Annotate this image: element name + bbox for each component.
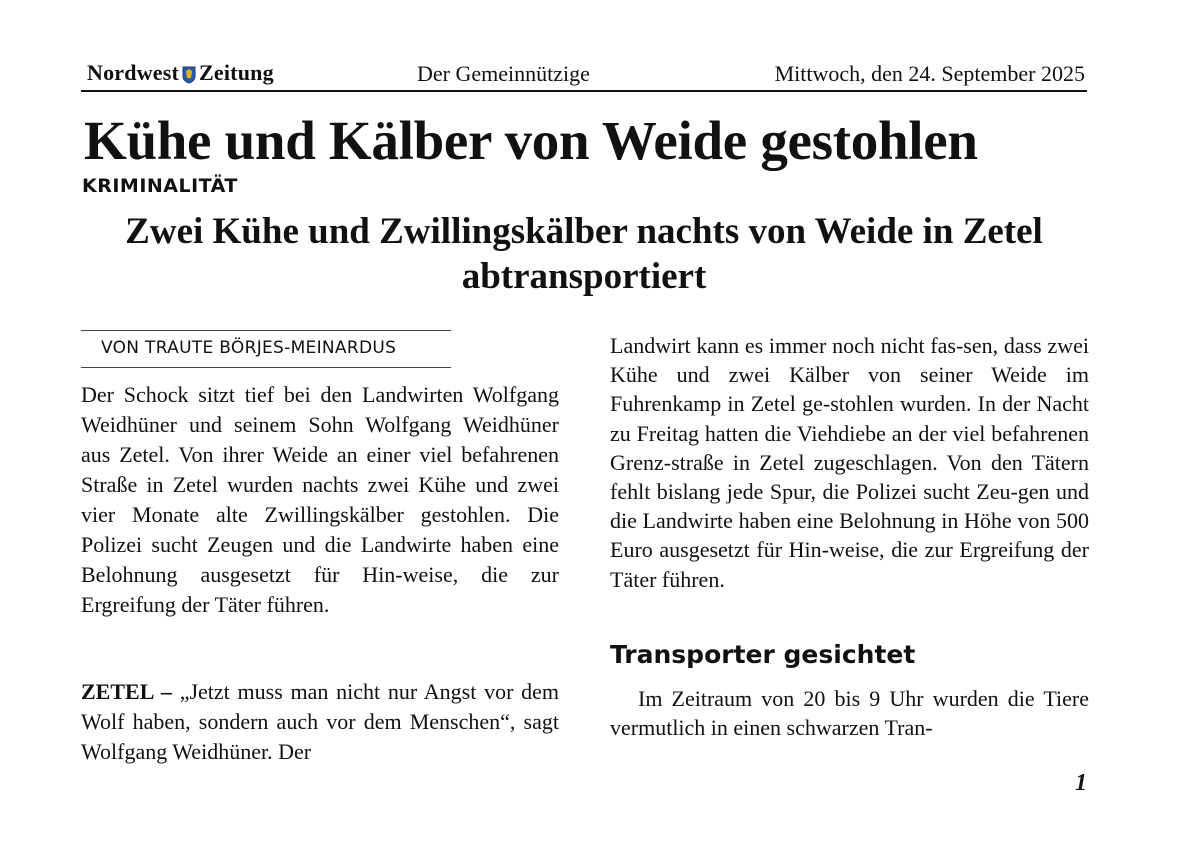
article-subheadline: Zwei Kühe und Zwillingskälber nachts von Weide in Zetel abtransportiert — [125, 211, 1043, 297]
article-body-right-continued — [610, 684, 1089, 742]
body-paragraph-left — [81, 677, 559, 767]
byline-text: VON TRAUTE BÖRJES-MEINARDUS — [101, 338, 397, 358]
brand-name-right: Zeitung — [199, 60, 274, 85]
newspaper-logo — [87, 60, 274, 86]
body-paragraph-right: Landwirt kann es immer noch nicht fas-sen, dass zwei Kühe und zwei Kälber von seiner Weide im Fuhrenkamp in Zetel ge-stohlen wurden. In der Nacht zu Freitag hatten die Viehdiebe an der viel befahrenen Grenz-straße in Zetel zugeschlagen. Von den Tätern fehlt bislang jede Spur, die Polizei sucht Zeu-gen und die Landwirte haben eine Belohnung in Höhe von 500 Euro ausgesetzt für Hin-weise, die zur Ergreifung der Täter führen. — [610, 333, 1089, 592]
page-number: 1 — [1075, 770, 1087, 796]
section-heading: Transporter gesichtet — [610, 640, 916, 669]
article-rubric: KRIMINALITÄT — [82, 175, 238, 197]
body-left-text: „Jetzt muss man nicht nur Angst vor dem Wolf haben, sondern auch vor dem Menschen“, sagt Wolfgang Weidhüner. Der — [81, 679, 560, 764]
brand-name-left: Nordwest — [87, 60, 180, 85]
crest-icon — [182, 64, 196, 82]
article-body-left — [81, 677, 559, 767]
article-lead — [81, 380, 559, 620]
masthead — [81, 60, 1087, 92]
byline — [81, 330, 451, 368]
body-paragraph-right-2: Im Zeitraum von 20 bis 9 Uhr wurden die Tiere vermutlich in einen schwarzen Tran- — [610, 686, 1089, 741]
section-name: Der Gemeinnützige — [417, 61, 590, 86]
lead-paragraph: Der Schock sitzt tief bei den Landwirten Wolfgang Weidhüner und seinem Sohn Wolfgang Weidhüner aus Zetel. Von ihrer Weide an einer viel befahrenen Straße in Zetel wurden nachts zwei Kühe und zwei vier Monate alte Zwillingskälber gestohlen. Die Polizei sucht Zeugen und die Landwirte haben eine Belohnung ausgesetzt für Hin-weise, die zur Ergreifung der Täter führen. — [81, 382, 559, 617]
issue-date: Mittwoch, den 24. September 2025 — [774, 61, 1085, 86]
article-body-right — [610, 331, 1089, 594]
dateline: ZETEL – — [81, 679, 172, 704]
article-headline: Kühe und Kälber von Weide gestohlen — [84, 110, 978, 171]
